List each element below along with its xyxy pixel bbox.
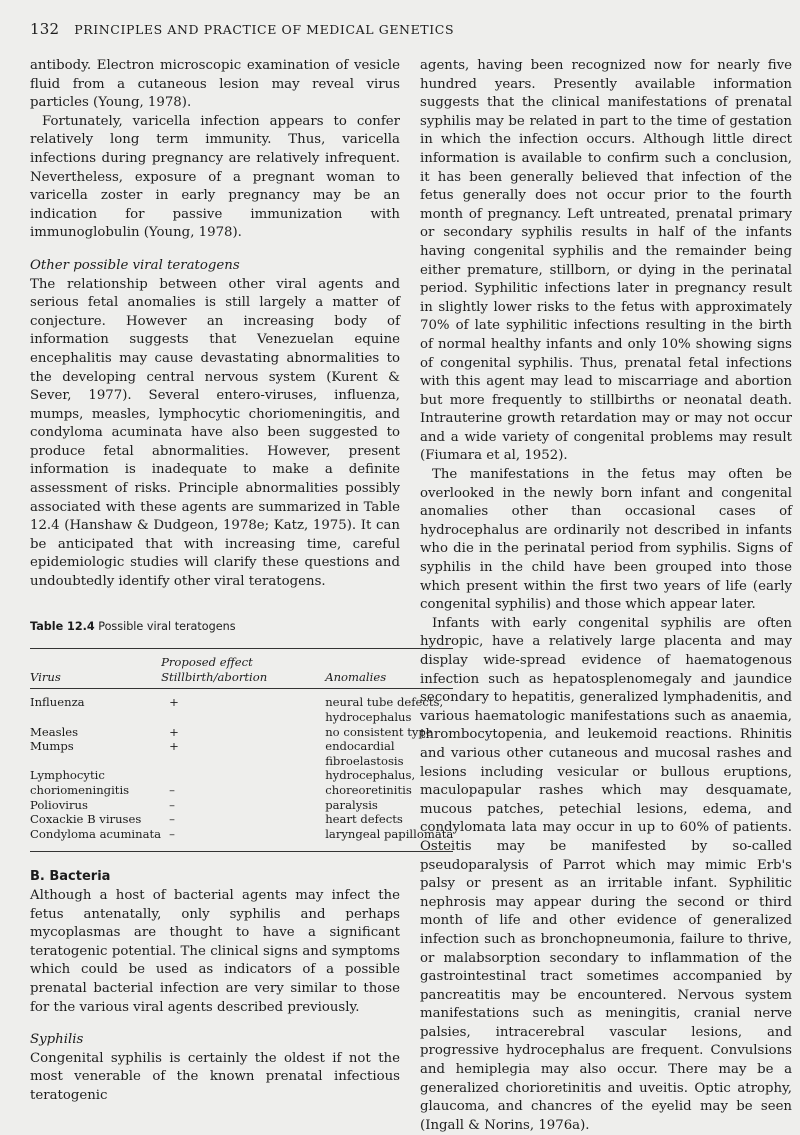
table-cell-effect: – (169, 797, 175, 812)
table-caption (30, 618, 400, 637)
paragraph: antibody. Electron microscopic examination of vesicle fluid from a cutaneous lesion may reveal virus particles (Young, 1978). (30, 58, 400, 111)
table-cell-anomalies: heart defects (325, 812, 403, 827)
left-column (30, 57, 454, 1105)
table-row (30, 725, 453, 740)
table-header-effect (161, 649, 267, 689)
page-header (30, 20, 770, 38)
table-cell-anomalies: laryngeal papillomata (325, 826, 454, 841)
paragraph: The relationship between other viral agents and serious fetal anomalies is still largely a matter of conjecture. However an increasing body of information suggests that Venezuelan equine encephalitis may cause devastating abnormalities to the developing central nervous system (Kurent & Sever, 1977). Several entero-viruses, influenza, mumps, measles, lymphocytic choriomeningitis, and condyloma acuminata have also been suggested to produce fetal abnormalities. However, present information is inadequate to make a definite assessment of risks. Principle abnormalities possibly associated with these agents are summarized in Table 12.4 (Hanshaw & Dudgeon, 1978e; Katz, 1975). It can be anticipated that with increasing time, careful epidemiologic studies will clarify these questions and undoubtedly identify other viral teratogens. (30, 276, 400, 590)
table-cell-anomalies: hydrocephalus, choreoretinitis (325, 768, 416, 797)
table-cell-virus: Influenza (30, 695, 85, 710)
table-cell-virus: Mumps (30, 739, 74, 754)
table-cell-anomalies: neural tube defects, hydrocephalus (325, 695, 444, 724)
paragraph: Fortunately, varicella infection appears to confer relatively long term immunity. Thus, varicella infections during pregnancy are relatively infrequent. Nevertheless, exposure of a pregnant woman to varicella zoster in early pregnancy may be an indication for passive immunization with immunoglobulin (Young, 1978). (30, 113, 400, 241)
table-header-effect-line2: Stillbirth/abortion (161, 669, 268, 684)
table-cell-anomalies: endocardial fibroelastosis (325, 739, 404, 768)
table-row (30, 827, 453, 852)
table-cell-effect: – (169, 826, 175, 841)
section-heading-bacteria: B. Bacteria (30, 869, 111, 885)
paragraph: agents, having been recognized now for nearly five hundred years. Presently available information suggests that the clinical manifestations of prenatal syphilis may be related in part to the time of gestation in which the infection occurs. Although little direct information is available to confirm such a conclusion, it has been generally believed that infection of the fetus generally does not occur prior to the fourth month of pregnancy. Left untreated, prenatal primary or secondary syphilis results in half of the infants having congenital syphilis and the remainder being either premature, stillborn, or dying in the perinatal period. Syphilitic infections later in pregnancy result in slightly lower risks to the fetus with approximately 70% of late syphilitic infections resulting in the birth of normal healthy infants and only 10% showing signs of congenital syphilis. Thus, prenatal fetal infections with this agent may lead to miscarriage and abortion but more frequently to stillbirths or neonatal death. Intrauterine growth retardation may or may not occur and a wide variety of congenital problems may result (Fiumara et al, 1952). (420, 58, 792, 464)
table-cell-effect: – (169, 812, 175, 827)
table-row (30, 768, 453, 797)
table-cell-effect: – (169, 782, 175, 797)
right-column (420, 57, 792, 1135)
table-row (30, 798, 453, 813)
table-header-anomalies: Anomalies (267, 649, 453, 689)
table-row (30, 689, 453, 725)
table-cell-virus: Coxackie B viruses (30, 812, 142, 827)
table-cell-virus: Poliovirus (30, 797, 88, 812)
table-cell-virus: Measles (30, 724, 79, 739)
page-number: 132 (30, 20, 60, 38)
table-header-virus: Virus (30, 649, 161, 689)
table-caption-label: Table 12.4 (30, 619, 95, 633)
paragraph: Congenital syphilis is certainly the oldest if not the most venerable of the known prenatal infectious teratogenic (30, 1050, 400, 1103)
table-cell-virus: Lymphocytic choriomeningitis (30, 768, 130, 797)
subheading-other-viral-teratogens: Other possible viral teratogens (30, 257, 240, 273)
table-cell-virus: Condyloma acuminata (30, 826, 162, 841)
table-row (30, 739, 453, 768)
table-header-effect-line1: Proposed effect (161, 655, 253, 670)
table-cell-anomalies: paralysis (325, 797, 378, 812)
paragraph: The manifestations in the fetus may often be overlooked in the newly born infant and congenital anomalies other than occasional cases of hydrocephalus are ordinarily not described in infants who die in the perinatal period from syphilis. Signs of syphilis in the child have been grouped into those which present within the first two years of life (early congenital syphilis) and those which appear later. (420, 467, 792, 613)
table-cell-effect: + (169, 739, 179, 754)
paragraph: Although a host of bacterial agents may infect the fetus antenatally, only syphilis and perhaps mycoplasmas are thought to have a significant teratogenic potential. The clinical signs and symptoms which could be used as indicators of a possible prenatal bacterial infection are very similar to those for the various viral agents described previously. (30, 887, 400, 1015)
subheading-syphilis: Syphilis (30, 1032, 84, 1048)
table-cell-effect: + (169, 695, 179, 710)
table-row (30, 812, 453, 827)
viral-teratogens-table (30, 648, 453, 852)
table-cell-anomalies: no consistent type (325, 724, 433, 739)
paragraph: Infants with early congenital syphilis are often hydropic, have a relatively large placenta and may display wide-spread evidence of haematogenous infection such as hepatosplenomegaly and jaundice secondary to hepatitis, generalized lymphadenitis, and various haematologic manifestations such as anaemia, thrombocytopenia, and leukemoid reactions. Rhinitis and various other cutaneous and mucosal rashes and lesions including vesicular or bullous eruptions, maculopapular rashes which may desquamate, mucous patches, petechial lesions, edema, and condylomata lata may occur in up to 60% of patients. Osteitis may be manifested by so-called pseudoparalysis of Parrot which may mimic Erb's palsy or present as an irritable infant. Syphilitic nephrosis may appear during the second or third month of life and other evidence of generalized infection such as bronchopneumonia, failure to thrive, or malabsorption secondary to inflammation of the gastrointestinal tract sometimes accompanied by pancreatitis may be encountered. Nervous system manifestations such as meningitis, cranial nerve palsies, intracerebral vascular lesions, and progressive hydrocephalus are frequent. Convulsions and hemiplegia may also occur. There may be a generalized chorioretinitis and uveitis. Optic atrophy, glaucoma, and chancres of the eyelid may be seen (Ingall & Norins, 1976a). (420, 615, 792, 1133)
table-cell-effect: + (169, 724, 179, 739)
table-caption-text: Possible viral teratogens (98, 619, 236, 633)
running-title: PRINCIPLES AND PRACTICE OF MEDICAL GENETICS (74, 22, 455, 37)
